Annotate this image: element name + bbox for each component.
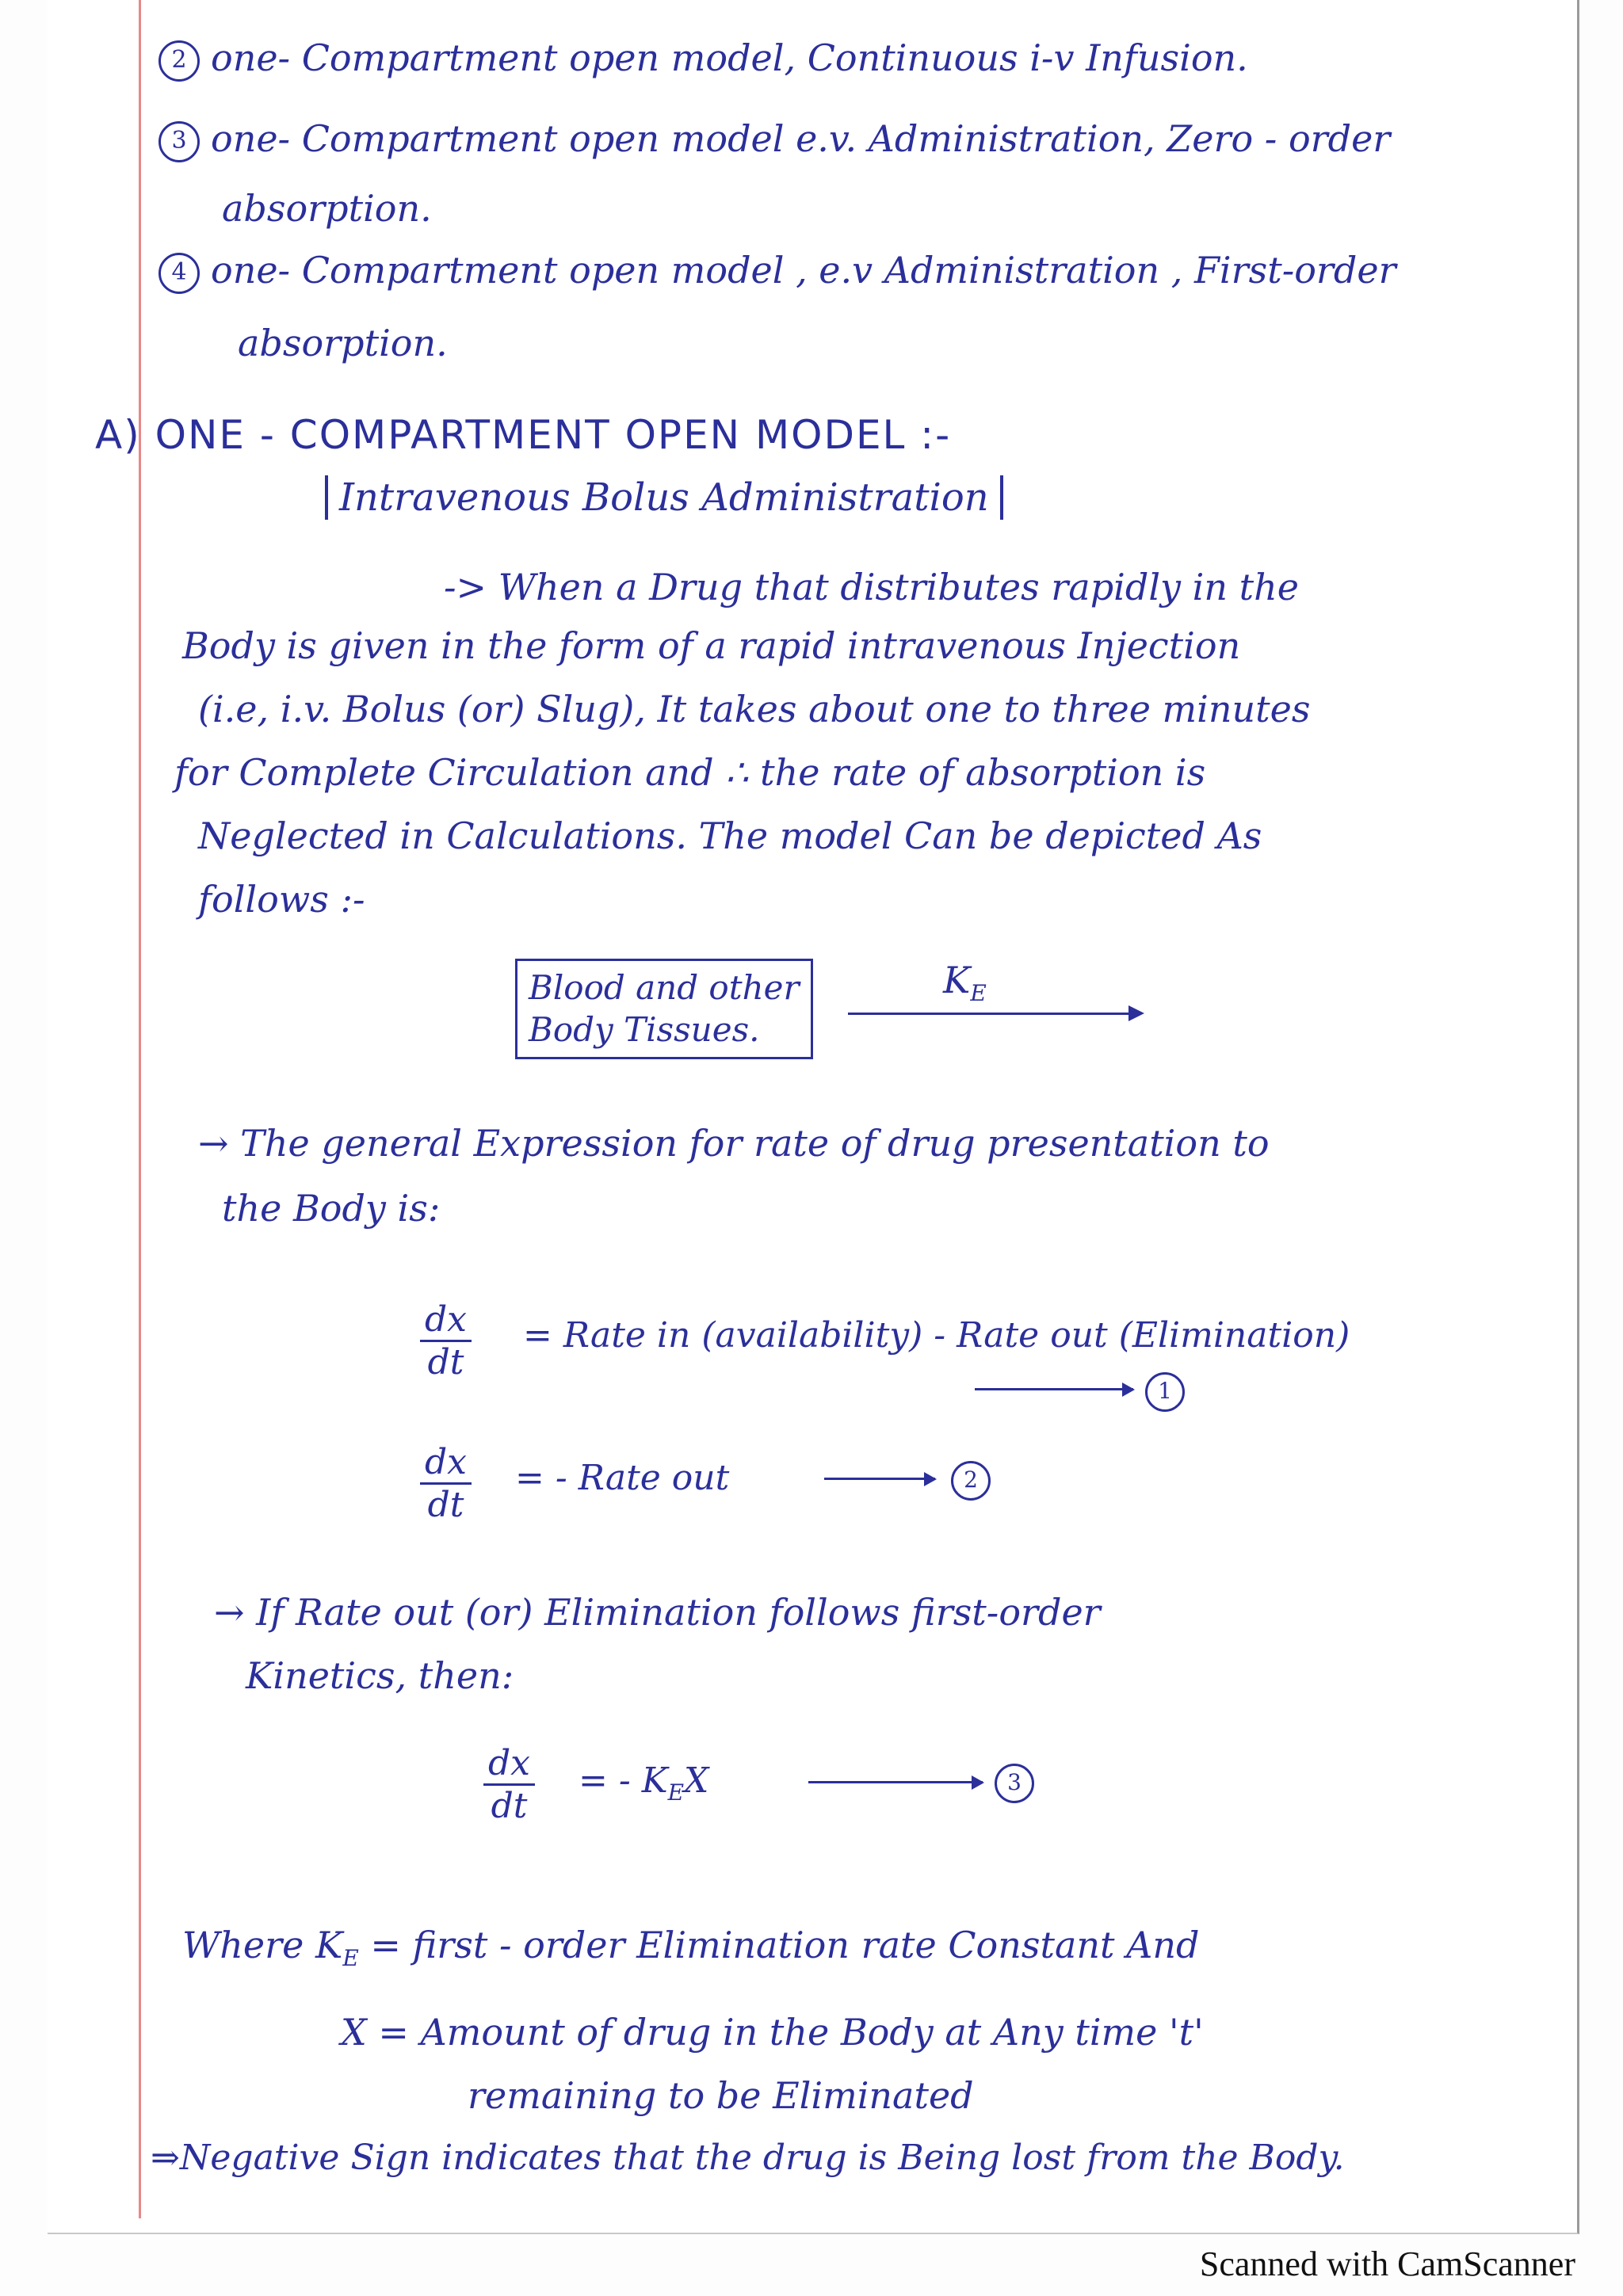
list-item-continuation: absorption. [238,322,448,364]
definition-line: Where $K_E$ = first - order Elimination rate Constant And [182,1924,1200,1972]
equation-3-rhs: = - $K_EX$ [579,1760,709,1806]
compartment-label: Blood and other [529,968,800,1007]
list-item-text: one- Compartment open model , e.v Administration , First-order [211,249,1396,292]
equation-arrow [808,1781,983,1783]
paragraph-line: Neglected in Calculations. The model Can be depicted As [198,814,1262,857]
scanner-watermark: Scanned with CamScanner [1199,2245,1575,2283]
conclusion-line: ⇒Negative Sign indicates that the drug is Being lost from the Body. [151,2138,1345,2178]
equation-2-rhs: = - Rate out [515,1458,730,1498]
list-item [158,38,1248,82]
compartment-box [515,959,813,1059]
elimination-arrow [848,1013,1141,1015]
equation-arrow [824,1478,935,1480]
equation-label: 2 [951,1458,991,1501]
paragraph-line: follows :- [198,878,365,921]
list-number: 3 [158,121,200,162]
paragraph-line: -> When a Drug that distributes rapidly in the [444,566,1299,608]
definition-line: remaining to be Eliminated [468,2074,974,2117]
equation-1-rhs: = Rate in (availability) - Rate out (Elimination) [523,1315,1350,1356]
list-item-text: one- Compartment open model, Continuous i-v Infusion. [211,36,1248,79]
paragraph-line: → If Rate out (or) Elimination follows first-order [214,1591,1101,1634]
derivative-fraction: $\frac{dx}{dt}$ [420,1299,472,1383]
section-subheading: Intravenous Bolus Administration [325,475,1003,520]
paragraph-line: the Body is: [222,1187,441,1230]
compartment-label: Body Tissues. [529,1009,760,1049]
derivative-fraction: $\frac{dx}{dt}$ [483,1743,535,1826]
list-number: 2 [158,40,200,82]
list-item-text: one- Compartment open model e.v. Administration, Zero - order [211,117,1391,160]
equation-label: 1 [1145,1369,1185,1412]
scanned-page [48,0,1579,2234]
equation-arrow [975,1388,1133,1390]
list-number: 4 [158,253,200,294]
paragraph-line: → The general Expression for rate of drug presentation to [198,1122,1270,1165]
paragraph-line: for Complete Circulation and ∴ the rate of absorption is [174,751,1206,794]
paragraph-line: Kinetics, then: [246,1654,514,1697]
list-item [158,250,1396,294]
paragraph-line: Body is given in the form of a rapid intravenous Injection [182,624,1241,667]
section-heading: A) ONE - COMPARTMENT OPEN MODEL :- [95,412,952,458]
elimination-rate-label: $K_E$ [943,959,987,1007]
paragraph-line: (i.e, i.v. Bolus (or) Slug), It takes about one to three minutes [198,688,1311,730]
margin-line [139,0,141,2218]
equation-label: 3 [995,1760,1034,1803]
definition-line: X = Amount of drug in the Body at Any time 't' [341,2011,1204,2054]
list-item-continuation: absorption. [222,187,432,230]
list-item [158,119,1390,162]
derivative-fraction: $\frac{dx}{dt}$ [420,1442,472,1525]
